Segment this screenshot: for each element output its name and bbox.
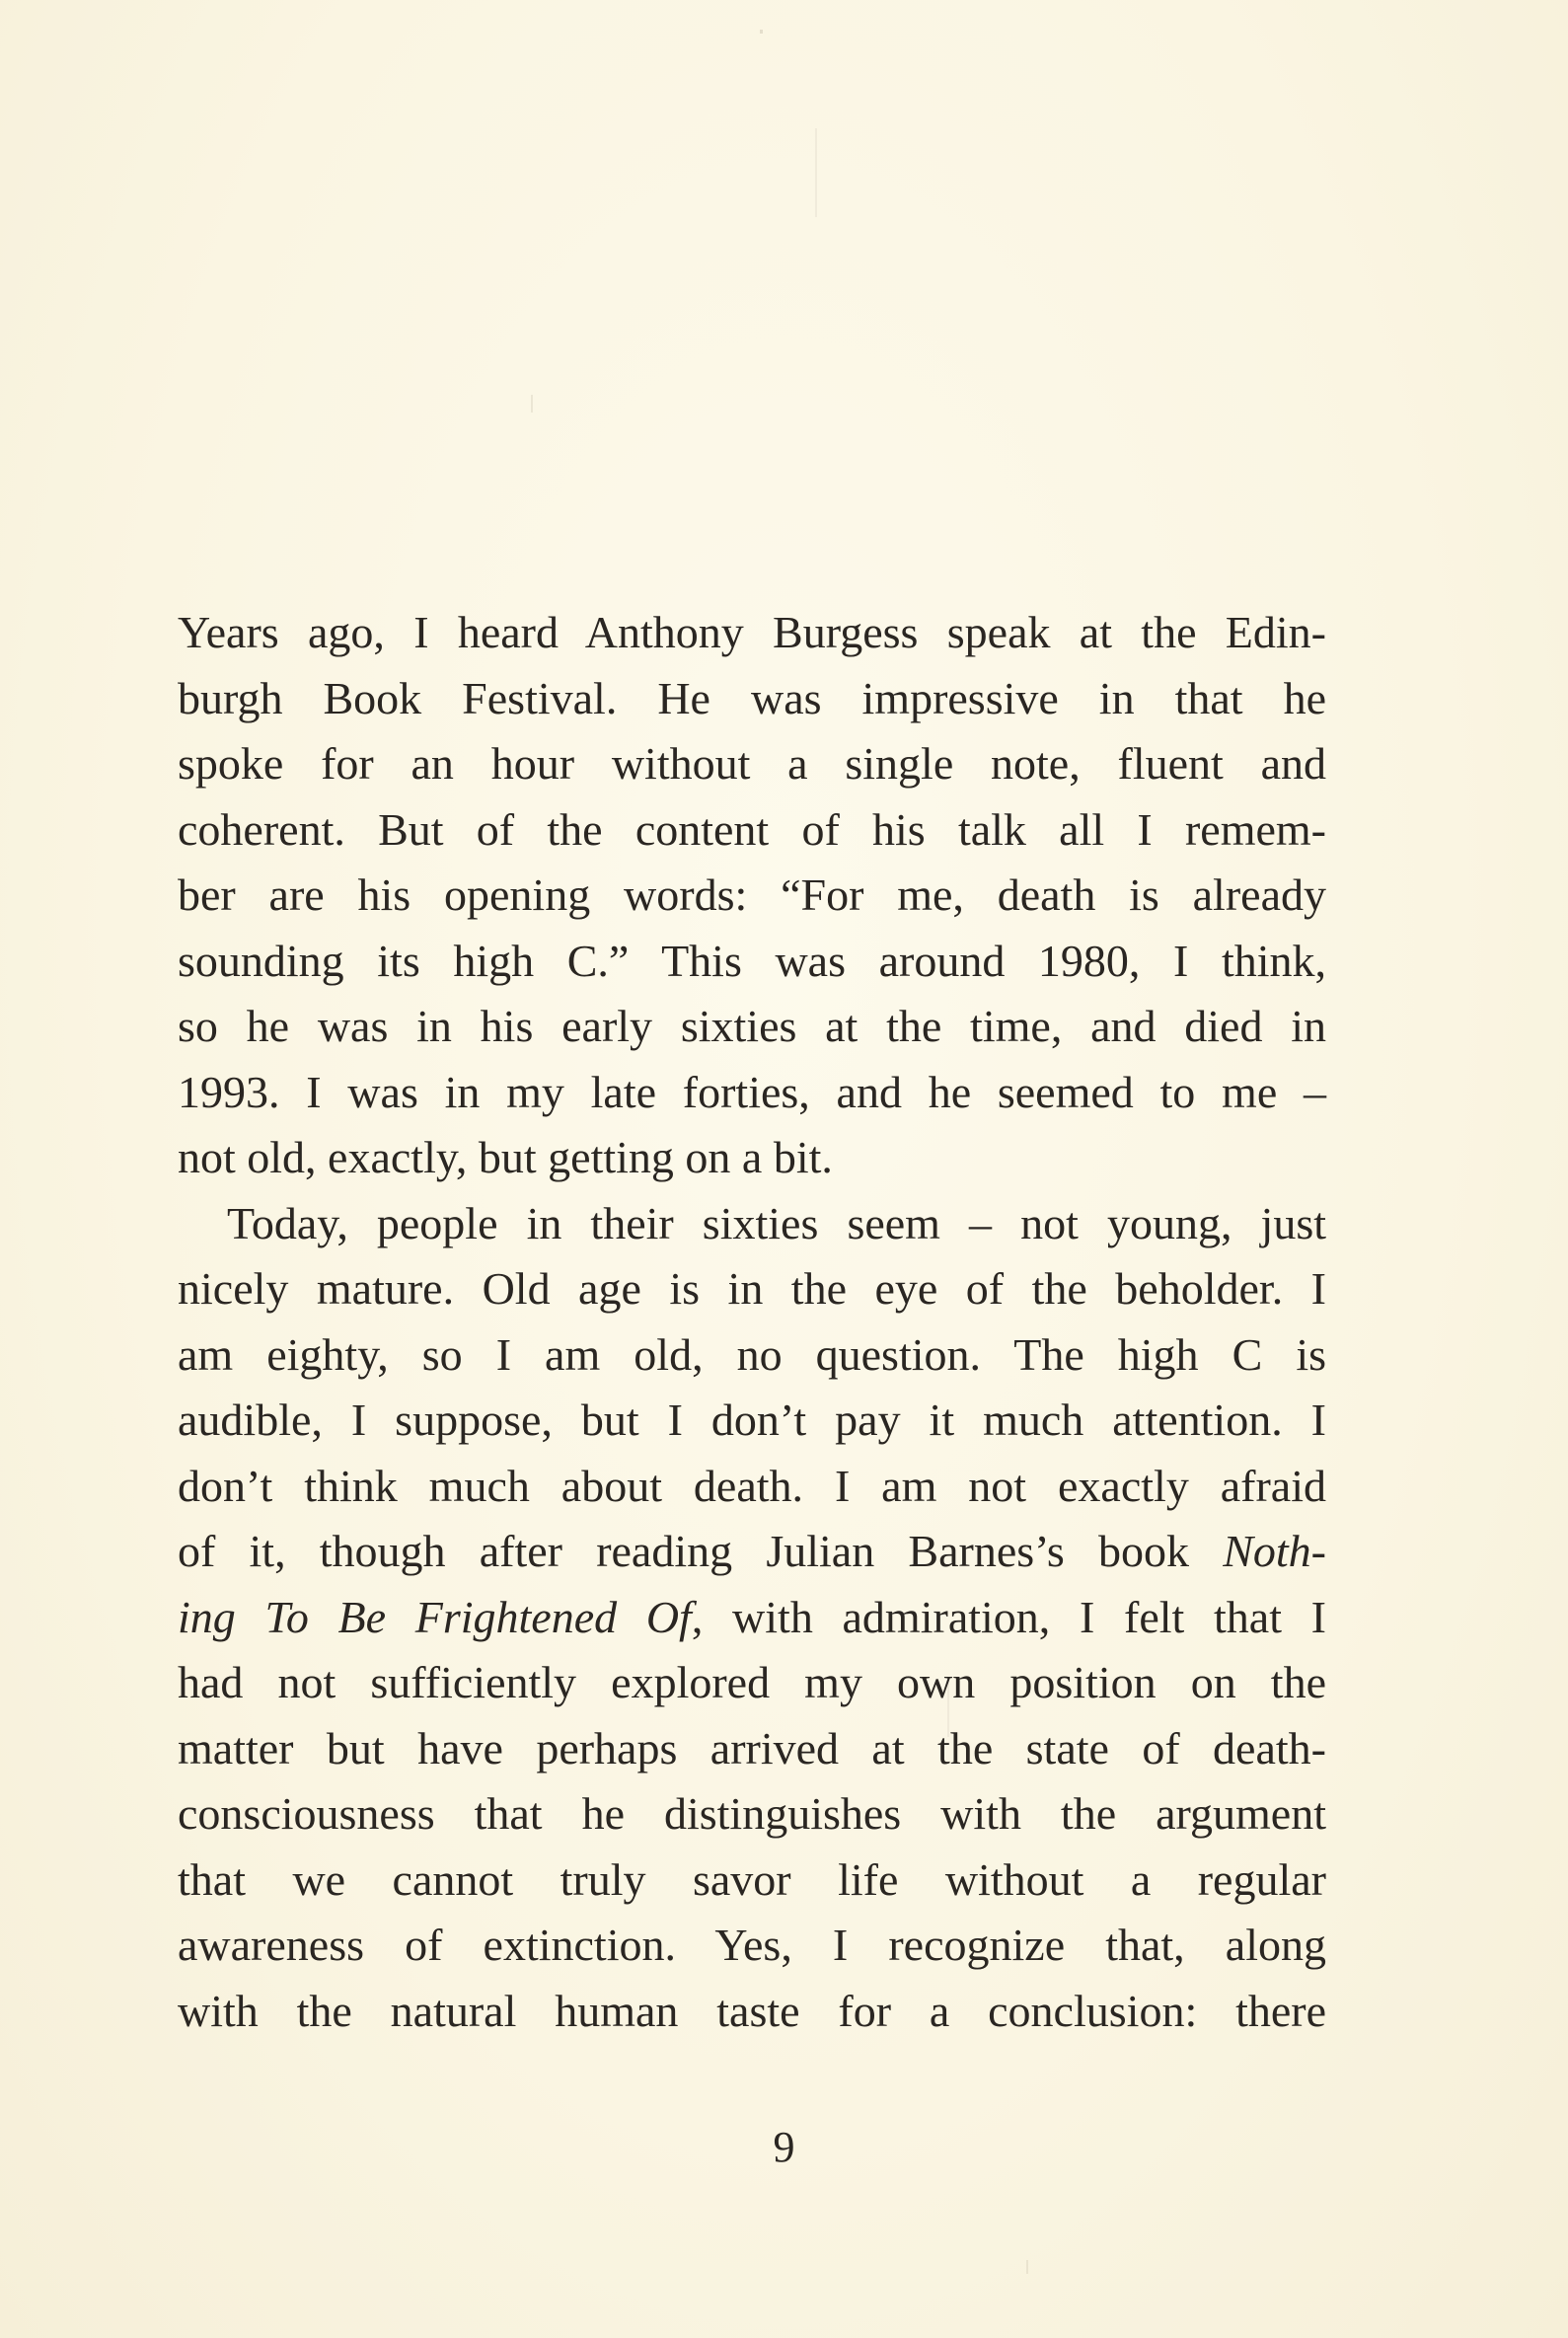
- text-line: [178, 1519, 1326, 1585]
- text-segment: , with admiration, I felt that I: [691, 1591, 1326, 1642]
- text-line: coherent. But of the content of his talk all I remem-: [178, 803, 1326, 855]
- text-line: am eighty, so I am old, no question. The high C is: [178, 1328, 1326, 1380]
- text-line: so he was in his early sixties at the time, and died in: [178, 1001, 1326, 1051]
- text-line: nicely mature. Old age is in the eye of the beholder. I: [178, 1263, 1326, 1314]
- book-title-italic: ing To Be Frightened Of: [178, 1591, 692, 1642]
- text-line: Years ago, I heard Anthony Burgess speak at the Edin-: [178, 607, 1326, 657]
- text-line: [178, 1585, 1326, 1651]
- paper-speck: [1026, 2260, 1028, 2274]
- text-line: with the natural human taste for a conclusion: there: [178, 1985, 1326, 2036]
- text-line: spoke for an hour without a single note, fluent and: [178, 738, 1326, 789]
- text-line: not old, exactly, but getting on a bit.: [178, 1132, 833, 1182]
- text-line: ber are his opening words: “For me, death is already: [178, 869, 1326, 920]
- text-line: Today, people in their sixties seem – not young, just: [227, 1197, 1326, 1248]
- paragraph-2: [178, 1191, 1326, 2045]
- paper-speck: [760, 30, 763, 34]
- book-title-italic: Noth-: [1223, 1526, 1326, 1576]
- text-line: awareness of extinction. Yes, I recognize that, along: [178, 1920, 1326, 1970]
- text-line: consciousness that he distinguishes with the argument: [178, 1788, 1326, 1839]
- page-number: 9: [773, 2123, 795, 2171]
- paper-speck: [815, 128, 817, 217]
- text-line: sounding its high C.” This was around 1980, I think,: [178, 935, 1326, 986]
- paragraph-1: [178, 600, 1326, 1191]
- body-text: [178, 600, 1326, 2044]
- text-line: had not sufficiently explored my own position on the: [178, 1657, 1326, 1707]
- text-line: that we cannot truly savor life without a regular: [178, 1853, 1326, 1905]
- text-line: burgh Book Festival. He was impressive in that he: [178, 672, 1326, 723]
- paper-speck: [531, 395, 533, 413]
- text-line: matter but have perhaps arrived at the state of death-: [178, 1722, 1326, 1773]
- text-line: 1993. I was in my late forties, and he seemed to me –: [178, 1066, 1326, 1117]
- text-line: audible, I suppose, but I don’t pay it much attention. I: [178, 1395, 1326, 1445]
- text-segment: of it, though after reading Julian Barnes’s book: [178, 1526, 1224, 1576]
- text-line: don’t think much about death. I am not exactly afraid: [178, 1460, 1326, 1511]
